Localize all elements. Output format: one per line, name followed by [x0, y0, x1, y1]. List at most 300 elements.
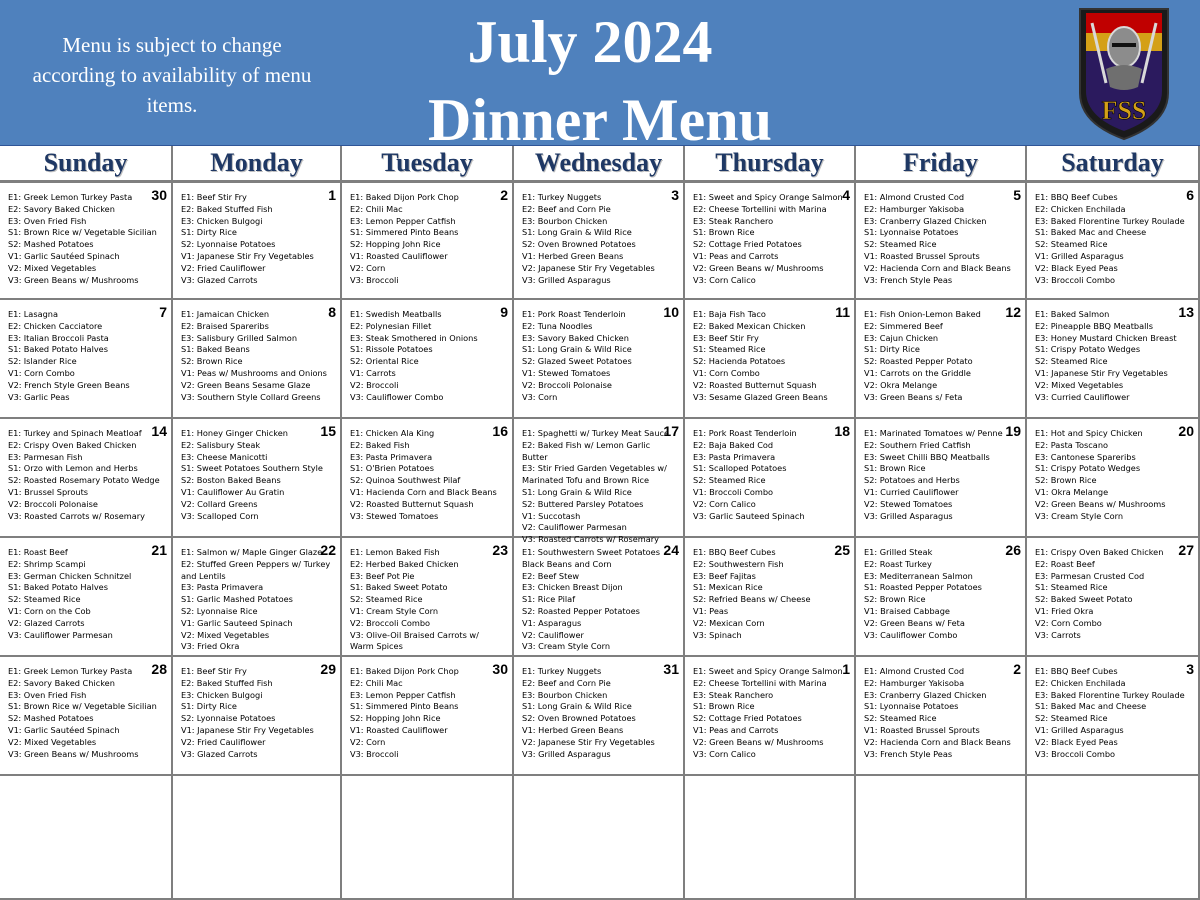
menu-item: S1: Sweet Potatoes Southern Style — [181, 463, 323, 474]
menu-item: V3: French Style Peas — [864, 274, 953, 285]
calendar-day-cell — [1027, 776, 1200, 900]
menu-item: S2: Hopping John Rice — [350, 239, 441, 250]
menu-item: S2: Cottage Fried Potatoes — [693, 239, 802, 250]
menu-item: V2: Okra Melange — [864, 379, 938, 390]
menu-item-list — [342, 300, 512, 403]
menu-item-list — [1027, 538, 1198, 641]
menu-item: S1: Long Grain & Wild Rice — [522, 486, 632, 497]
day-header-wednesday: Wednesday — [514, 146, 685, 183]
menu-item: E2: Savory Baked Chicken — [8, 677, 115, 688]
menu-item: E2: Roast Beef — [1035, 558, 1095, 569]
day-header-friday: Friday — [856, 146, 1027, 183]
menu-item: V2: Mixed Vegetables — [1035, 379, 1124, 390]
menu-item: E2: Baja Baked Cod — [693, 439, 774, 450]
menu-item: V1: Garlic Sautéed Spinach — [8, 250, 120, 261]
day-number: 6 — [1186, 187, 1194, 203]
menu-item: V1: Carrots — [350, 367, 396, 378]
menu-item-list — [0, 300, 171, 403]
menu-item: S2: Roasted Pepper Potato — [864, 356, 973, 367]
menu-item: E2: Beef and Corn Pie — [522, 203, 611, 214]
menu-item: S2: Roasted Rosemary Potato Wedge — [8, 475, 160, 486]
menu-item: S1: Baked Mac and Cheese — [1035, 227, 1147, 238]
menu-item: V3: Grilled Asparagus — [864, 510, 953, 521]
menu-item-list — [342, 419, 512, 522]
day-number: 1 — [842, 661, 850, 677]
menu-item: V3: Cauliflower Combo — [350, 391, 444, 402]
calendar-day-cell — [342, 776, 514, 900]
menu-item: S1: Steamed Rice — [693, 344, 766, 355]
menu-item: V2: Mexican Corn — [693, 617, 765, 628]
menu-item: V3: Green Beans s/ Feta — [864, 391, 963, 402]
menu-item: S1: Baked Mac and Cheese — [1035, 701, 1147, 712]
menu-item: S1: Brown Rice w/ Vegetable Sicilian — [8, 701, 157, 712]
menu-item: E2: Stuffed Green Peppers w/ Turkey and Lentils — [181, 558, 331, 581]
day-number: 31 — [663, 661, 679, 677]
menu-item: S2: Steamed Rice — [864, 713, 937, 724]
menu-item: S2: Glazed Sweet Potatoes — [522, 356, 632, 367]
menu-item: E1: Turkey Nuggets — [522, 192, 602, 202]
menu-item: E1: Crispy Oven Baked Chicken — [1035, 547, 1164, 557]
calendar-day-cell — [0, 538, 173, 657]
menu-item: V1: Peas and Carrots — [693, 250, 779, 261]
menu-item-list — [856, 419, 1025, 522]
menu-item: V2: Fried Cauliflower — [181, 262, 266, 273]
calendar-day-cell — [173, 776, 342, 900]
menu-item: S2: Oven Browned Potatoes — [522, 239, 636, 250]
menu-item-list — [342, 657, 512, 760]
menu-item: E1: Hot and Spicy Chicken — [1035, 428, 1143, 438]
menu-item: E2: Baked Mexican Chicken — [693, 320, 806, 331]
menu-item-list — [0, 419, 171, 522]
menu-item: S2: Quinoa Southwest Pilaf — [350, 475, 461, 486]
menu-item: E1: Baja Fish Taco — [693, 309, 766, 319]
menu-item-list — [856, 183, 1025, 286]
menu-item: V3: Corn Calico — [693, 748, 756, 759]
calendar-day-cell — [342, 419, 514, 538]
menu-item: V2: Green Beans w/ Mushrooms — [693, 736, 824, 747]
day-number: 20 — [1178, 423, 1194, 439]
menu-item: V3: Corn Calico — [693, 274, 756, 285]
menu-item: E2: Braised Spareribs — [181, 320, 269, 331]
calendar-day-cell — [685, 419, 856, 538]
menu-item: V1: Roasted Brussel Sprouts — [864, 250, 980, 261]
menu-item: V2: Corn Calico — [693, 498, 756, 509]
menu-item: E3: Italian Broccoli Pasta — [8, 332, 109, 343]
calendar-day-cell — [514, 300, 685, 419]
calendar-day-cell — [0, 657, 173, 776]
menu-item: E3: Steak Smothered in Onions — [350, 332, 478, 343]
menu-item-list — [0, 538, 171, 641]
menu-item: E1: Beef Stir Fry — [181, 666, 247, 676]
menu-item: E1: Pork Roast Tenderloin — [522, 309, 626, 319]
menu-item-list — [173, 776, 340, 785]
menu-item: E3: Baked Florentine Turkey Roulade — [1035, 689, 1185, 700]
menu-item: S2: Oriental Rice — [350, 356, 419, 367]
menu-item: V3: Garlic Sauteed Spinach — [693, 510, 805, 521]
menu-item: V2: Roasted Butternut Squash — [350, 498, 474, 509]
menu-item-list — [856, 657, 1025, 760]
menu-item: E3: Lemon Pepper Catfish — [350, 689, 456, 700]
menu-item: V2: Japanese Stir Fry Vegetables — [522, 736, 655, 747]
day-number: 24 — [663, 542, 679, 558]
menu-item: S1: Steamed Rice — [1035, 582, 1108, 593]
menu-item: V3: Green Beans w/ Mushrooms — [8, 274, 139, 285]
menu-item: E3: Bourbon Chicken — [522, 689, 608, 700]
menu-item: V1: Roasted Cauliflower — [350, 250, 448, 261]
menu-item: V3: Green Beans w/ Mushrooms — [8, 748, 139, 759]
menu-item: E2: Shrimp Scampi — [8, 558, 86, 569]
menu-item: E3: Pasta Primavera — [693, 451, 776, 462]
menu-item: S2: Steamed Rice — [8, 594, 81, 605]
menu-title: Dinner Menu — [428, 87, 772, 153]
menu-item: V2: French Style Green Beans — [8, 379, 130, 390]
calendar-day-cell — [0, 776, 173, 900]
day-header-saturday: Saturday — [1027, 146, 1200, 183]
menu-item: S2: Brown Rice — [864, 594, 926, 605]
calendar-day-cell — [1027, 419, 1200, 538]
menu-item: E1: Turkey and Spinach Meatloaf — [8, 428, 142, 438]
menu-item: S1: Dirty Rice — [181, 227, 237, 238]
menu-item: E3: Parmesan Fish — [8, 451, 83, 462]
calendar-day-cell — [685, 183, 856, 300]
menu-item: S2: Mashed Potatoes — [8, 239, 94, 250]
menu-item: E2: Beef and Corn Pie — [522, 677, 611, 688]
menu-item: V1: Curried Cauliflower — [864, 486, 959, 497]
menu-item-list — [685, 657, 854, 760]
menu-item: V2: Black Eyed Peas — [1035, 262, 1118, 273]
menu-item: E1: Lasagna — [8, 309, 59, 319]
menu-item: S1: Baked Sweet Potato — [350, 582, 448, 593]
menu-item: S1: Brown Rice — [693, 701, 755, 712]
menu-item: S1: Long Grain & Wild Rice — [522, 344, 632, 355]
menu-item: S1: Brown Rice — [864, 463, 926, 474]
day-number: 3 — [671, 187, 679, 203]
menu-item: S2: Hacienda Potatoes — [693, 356, 786, 367]
menu-item: S1: Rissole Potatoes — [350, 344, 433, 355]
menu-item: E1: Honey Ginger Chicken — [181, 428, 288, 438]
calendar-day-cell — [685, 657, 856, 776]
menu-item: E3: Pasta Primavera — [181, 582, 264, 593]
menu-item: V3: French Style Peas — [864, 748, 953, 759]
menu-item: E1: Jamaican Chicken — [181, 309, 270, 319]
menu-item-list — [685, 538, 854, 641]
menu-item: V3: Fried Okra — [181, 641, 240, 652]
menu-item: V1: Corn on the Cob — [8, 605, 91, 616]
menu-item: E1: Fish Onion-Lemon Baked — [864, 309, 981, 319]
calendar-day-cell — [685, 300, 856, 419]
menu-item: E1: Pork Roast Tenderloin — [693, 428, 797, 438]
menu-item: V2: Green Beans w/ Feta — [864, 617, 965, 628]
menu-item: E1: Greek Lemon Turkey Pasta — [8, 666, 133, 676]
menu-item: V3: Stewed Tomatoes — [350, 510, 439, 521]
menu-item: V1: Peas — [693, 605, 729, 616]
menu-item: E1: Grilled Steak — [864, 547, 933, 557]
day-number: 29 — [320, 661, 336, 677]
menu-item: V1: Succotash — [522, 510, 581, 521]
menu-item: V2: Green Beans w/ Mushrooms — [693, 262, 824, 273]
menu-item: E3: Chicken Breast Dijon — [522, 582, 623, 593]
calendar-day-cell — [685, 776, 856, 900]
menu-item: S1: Long Grain & Wild Rice — [522, 701, 632, 712]
menu-item-list — [514, 419, 683, 546]
menu-item: E3: Cajun Chicken — [864, 332, 939, 343]
menu-item: V3: Cream Style Corn — [1035, 510, 1124, 521]
menu-item-list — [1027, 419, 1198, 522]
menu-item: S2: Baked Sweet Potato — [1035, 594, 1133, 605]
calendar-day-cell — [0, 419, 173, 538]
menu-item: E1: Baked Dijon Pork Chop — [350, 666, 459, 676]
day-number: 21 — [151, 542, 167, 558]
menu-item: E1: Sweet and Spicy Orange Salmon — [693, 192, 843, 202]
calendar-day-cell — [342, 300, 514, 419]
menu-item: V1: Roasted Brussel Sprouts — [864, 724, 980, 735]
menu-item: E3: Oven Fried Fish — [8, 215, 87, 226]
menu-item: E3: Baked Florentine Turkey Roulade — [1035, 215, 1185, 226]
menu-item: E3: Mediterranean Salmon — [864, 570, 973, 581]
menu-item: V3: Curried Cauliflower — [1035, 391, 1130, 402]
menu-item: S1: Simmered Pinto Beans — [350, 701, 459, 712]
day-header-sunday: Sunday — [0, 146, 173, 183]
menu-item: S1: Baked Beans — [181, 344, 250, 355]
menu-item: E3: Pasta Primavera — [350, 451, 433, 462]
calendar-day-cell — [856, 419, 1027, 538]
menu-item: V1: Asparagus — [522, 617, 582, 628]
menu-item-list — [0, 657, 171, 760]
menu-item-list — [856, 300, 1025, 403]
day-number: 15 — [320, 423, 336, 439]
menu-item: V2: Mixed Vegetables — [181, 629, 270, 640]
menu-item: V2: Cauliflower — [522, 629, 584, 640]
menu-item-list — [856, 776, 1025, 785]
menu-item-list — [0, 183, 171, 286]
day-number: 14 — [151, 423, 167, 439]
menu-item: S1: Garlic Mashed Potatoes — [181, 594, 293, 605]
menu-item: S2: Steamed Rice — [350, 594, 423, 605]
calendar-day-cell — [1027, 183, 1200, 300]
menu-item: E2: Chicken Enchilada — [1035, 677, 1126, 688]
menu-item: V1: Okra Melange — [1035, 486, 1109, 497]
menu-item: S2: Mashed Potatoes — [8, 713, 94, 724]
menu-item: S1: Baked Potato Halves — [8, 582, 108, 593]
menu-item: E3: German Chicken Schnitzel — [8, 570, 132, 581]
menu-item: V3: Cream Style Corn — [522, 641, 611, 652]
menu-item-list — [685, 183, 854, 286]
menu-item: E2: Salisbury Steak — [181, 439, 261, 450]
day-number: 22 — [320, 542, 336, 558]
menu-item: E1: Roast Beef — [8, 547, 68, 557]
menu-item: V3: Cauliflower Parmesan — [8, 629, 113, 640]
menu-item-list — [856, 538, 1025, 641]
menu-item: V2: Cauliflower Parmesan — [522, 522, 627, 533]
menu-item: E2: Simmered Beef — [864, 320, 943, 331]
menu-item: E1: Chicken Ala King — [350, 428, 435, 438]
menu-item: E2: Pineapple BBQ Meatballs — [1035, 320, 1153, 331]
menu-item: E3: Bourbon Chicken — [522, 215, 608, 226]
day-number: 27 — [1178, 542, 1194, 558]
menu-item-list — [173, 183, 340, 286]
menu-item: S2: Hopping John Rice — [350, 713, 441, 724]
menu-item: V2: Collard Greens — [181, 498, 258, 509]
calendar-day-cell — [685, 538, 856, 657]
menu-item: E1: Turkey Nuggets — [522, 666, 602, 676]
menu-item: E1: Baked Salmon — [1035, 309, 1110, 319]
menu-item: E2: Chicken Enchilada — [1035, 203, 1126, 214]
menu-item: E1: Greek Lemon Turkey Pasta — [8, 192, 133, 202]
menu-item: E3: Beef Stir Fry — [693, 332, 759, 343]
menu-item: E3: Chicken Bulgogi — [181, 689, 263, 700]
menu-item-list — [685, 300, 854, 403]
menu-item: E2: Crispy Oven Baked Chicken — [8, 439, 137, 450]
menu-item: E2: Beef Stew — [522, 570, 580, 581]
menu-item: E2: Tuna Noodles — [522, 320, 593, 331]
menu-item: S2: Steamed Rice — [693, 475, 766, 486]
menu-item: S2: Lyonnaise Potatoes — [181, 239, 276, 250]
menu-item: E2: Roast Turkey — [864, 558, 932, 569]
menu-item: E3: Beef Fajitas — [693, 570, 756, 581]
day-number: 4 — [842, 187, 850, 203]
menu-item: E1: Swedish Meatballs — [350, 309, 442, 319]
day-number: 13 — [1178, 304, 1194, 320]
menu-item: V3: Southern Style Collard Greens — [181, 391, 321, 402]
menu-item: V3: Glazed Carrots — [181, 274, 258, 285]
menu-item: S2: Buttered Parsley Potatoes — [522, 498, 644, 509]
day-number: 17 — [663, 423, 679, 439]
menu-item: E3: Stir Fried Garden Vegetables w/ Marinated Tofu and Brown Rice — [522, 463, 667, 486]
menu-item: V3: Broccoli Combo — [1035, 274, 1116, 285]
menu-item: V2: Corn Combo — [1035, 617, 1102, 628]
menu-item: E3: Parmesan Crusted Cod — [1035, 570, 1145, 581]
calendar-day-cell — [1027, 657, 1200, 776]
menu-item: V1: Cream Style Corn — [350, 605, 439, 616]
menu-item: V3: Roasted Carrots w/ Rosemary — [8, 510, 145, 521]
menu-item: V1: Corn Combo — [8, 367, 75, 378]
menu-item: S2: Cottage Fried Potatoes — [693, 713, 802, 724]
menu-item: E1: BBQ Beef Cubes — [1035, 192, 1118, 202]
menu-item: V1: Brussel Sprouts — [8, 486, 89, 497]
menu-item: E1: BBQ Beef Cubes — [1035, 666, 1118, 676]
day-number: 19 — [1005, 423, 1021, 439]
menu-item: S1: Roasted Pepper Potatoes — [864, 582, 982, 593]
day-header-tuesday: Tuesday — [342, 146, 514, 183]
menu-item: S2: Brown Rice — [181, 356, 243, 367]
menu-item: E3: Lemon Pepper Catfish — [350, 215, 456, 226]
menu-item: S2: Lyonnaise Rice — [181, 605, 258, 616]
menu-item: E3: Cranberry Glazed Chicken — [864, 689, 987, 700]
menu-item: E2: Baked Stuffed Fish — [181, 677, 273, 688]
svg-text:FSS: FSS — [1101, 96, 1147, 125]
menu-item: V3: Grilled Asparagus — [522, 274, 611, 285]
menu-item: V2: Glazed Carrots — [8, 617, 85, 628]
day-number: 1 — [328, 187, 336, 203]
day-number: 30 — [492, 661, 508, 677]
menu-item: E2: Southwestern Fish — [693, 558, 784, 569]
menu-item: V1: Garlic Sautéed Spinach — [8, 724, 120, 735]
menu-item-list — [1027, 183, 1198, 286]
menu-item: E3: Chicken Bulgogi — [181, 215, 263, 226]
calendar-day-cell — [342, 657, 514, 776]
menu-item: V2: Green Beans w/ Mushrooms — [1035, 498, 1166, 509]
menu-item: E1: Spaghetti w/ Turkey Meat Sauce — [522, 428, 670, 438]
day-number: 11 — [835, 304, 850, 320]
menu-item: V1: Grilled Asparagus — [1035, 250, 1124, 261]
menu-item: E3: Cheese Manicotti — [181, 451, 268, 462]
menu-item-list — [1027, 300, 1198, 403]
menu-item: V3: Grilled Asparagus — [522, 748, 611, 759]
calendar-day-cell — [856, 538, 1027, 657]
menu-item: E2: Pasta Toscano — [1035, 439, 1109, 450]
menu-item: V3: Glazed Carrots — [181, 748, 258, 759]
calendar-day-cell — [1027, 300, 1200, 419]
menu-item: V1: Stewed Tomatoes — [522, 367, 611, 378]
calendar-day-cell — [173, 419, 342, 538]
menu-item: E1: Almond Crusted Cod — [864, 192, 965, 202]
menu-item: V2: Broccoli Combo — [350, 617, 431, 628]
menu-item: S2: Refried Beans w/ Cheese — [693, 594, 811, 605]
menu-item-list — [685, 419, 854, 522]
menu-item: V2: Hacienda Corn and Black Beans — [864, 262, 1011, 273]
menu-item-list — [342, 776, 512, 785]
menu-month-title: July 2024 — [467, 9, 713, 75]
day-header-monday: Monday — [173, 146, 342, 183]
menu-item: V1: Corn Combo — [693, 367, 760, 378]
menu-item: E2: Herbed Baked Chicken — [350, 558, 459, 569]
day-number: 3 — [1186, 661, 1194, 677]
menu-item: E3: Honey Mustard Chicken Breast — [1035, 332, 1177, 343]
menu-item: E2: Baked Fish — [350, 439, 410, 450]
menu-item: V2: Corn — [350, 262, 386, 273]
menu-item: S1: Lyonnaise Potatoes — [864, 701, 959, 712]
calendar-day-cell — [1027, 538, 1200, 657]
menu-item: V1: Japanese Stir Fry Vegetables — [181, 250, 314, 261]
menu-item: E1: BBQ Beef Cubes — [693, 547, 776, 557]
menu-item: V2: Broccoli Polonaise — [8, 498, 98, 509]
menu-item: V3: Sesame Glazed Green Beans — [693, 391, 828, 402]
menu-item: V3: Corn — [522, 391, 558, 402]
menu-item: V1: Braised Cabbage — [864, 605, 950, 616]
calendar-day-cell — [514, 183, 685, 300]
calendar-day-cell — [0, 300, 173, 419]
day-number: 2 — [500, 187, 508, 203]
menu-item: E3: Cantonese Spareribs — [1035, 451, 1136, 462]
calendar-day-cell — [514, 657, 685, 776]
menu-item: V1: Fried Okra — [1035, 605, 1094, 616]
menu-item: E3: Cranberry Glazed Chicken — [864, 215, 987, 226]
menu-item: E3: Beef Pot Pie — [350, 570, 415, 581]
menu-item: V2: Roasted Butternut Squash — [693, 379, 817, 390]
day-number: 18 — [834, 423, 850, 439]
menu-item: S1: Mexican Rice — [693, 582, 763, 593]
menu-change-note: Menu is subject to change according to availability of menu items. — [32, 33, 312, 117]
menu-item: V3: Broccoli — [350, 274, 399, 285]
calendar-day-cell — [173, 657, 342, 776]
menu-item: E2: Chili Mac — [350, 677, 403, 688]
menu-item: V2: Broccoli Polonaise — [522, 379, 612, 390]
menu-item: S2: Oven Browned Potatoes — [522, 713, 636, 724]
menu-item: V2: Japanese Stir Fry Vegetables — [522, 262, 655, 273]
menu-item: S1: O'Brien Potatoes — [350, 463, 434, 474]
calendar-day-cell — [514, 776, 685, 900]
day-number: 26 — [1005, 542, 1021, 558]
menu-item: S1: Orzo with Lemon and Herbs — [8, 463, 138, 474]
menu-item: S2: Islander Rice — [8, 356, 77, 367]
menu-item: V1: Peas and Carrots — [693, 724, 779, 735]
menu-item-list — [514, 657, 683, 760]
menu-item: S1: Baked Potato Halves — [8, 344, 108, 355]
menu-item: E2: Cheese Tortellini with Marina — [693, 677, 827, 688]
menu-item: V1: Grilled Asparagus — [1035, 724, 1124, 735]
menu-item: S1: Crispy Potato Wedges — [1035, 344, 1141, 355]
menu-item: E1: Baked Dijon Pork Chop — [350, 192, 459, 202]
